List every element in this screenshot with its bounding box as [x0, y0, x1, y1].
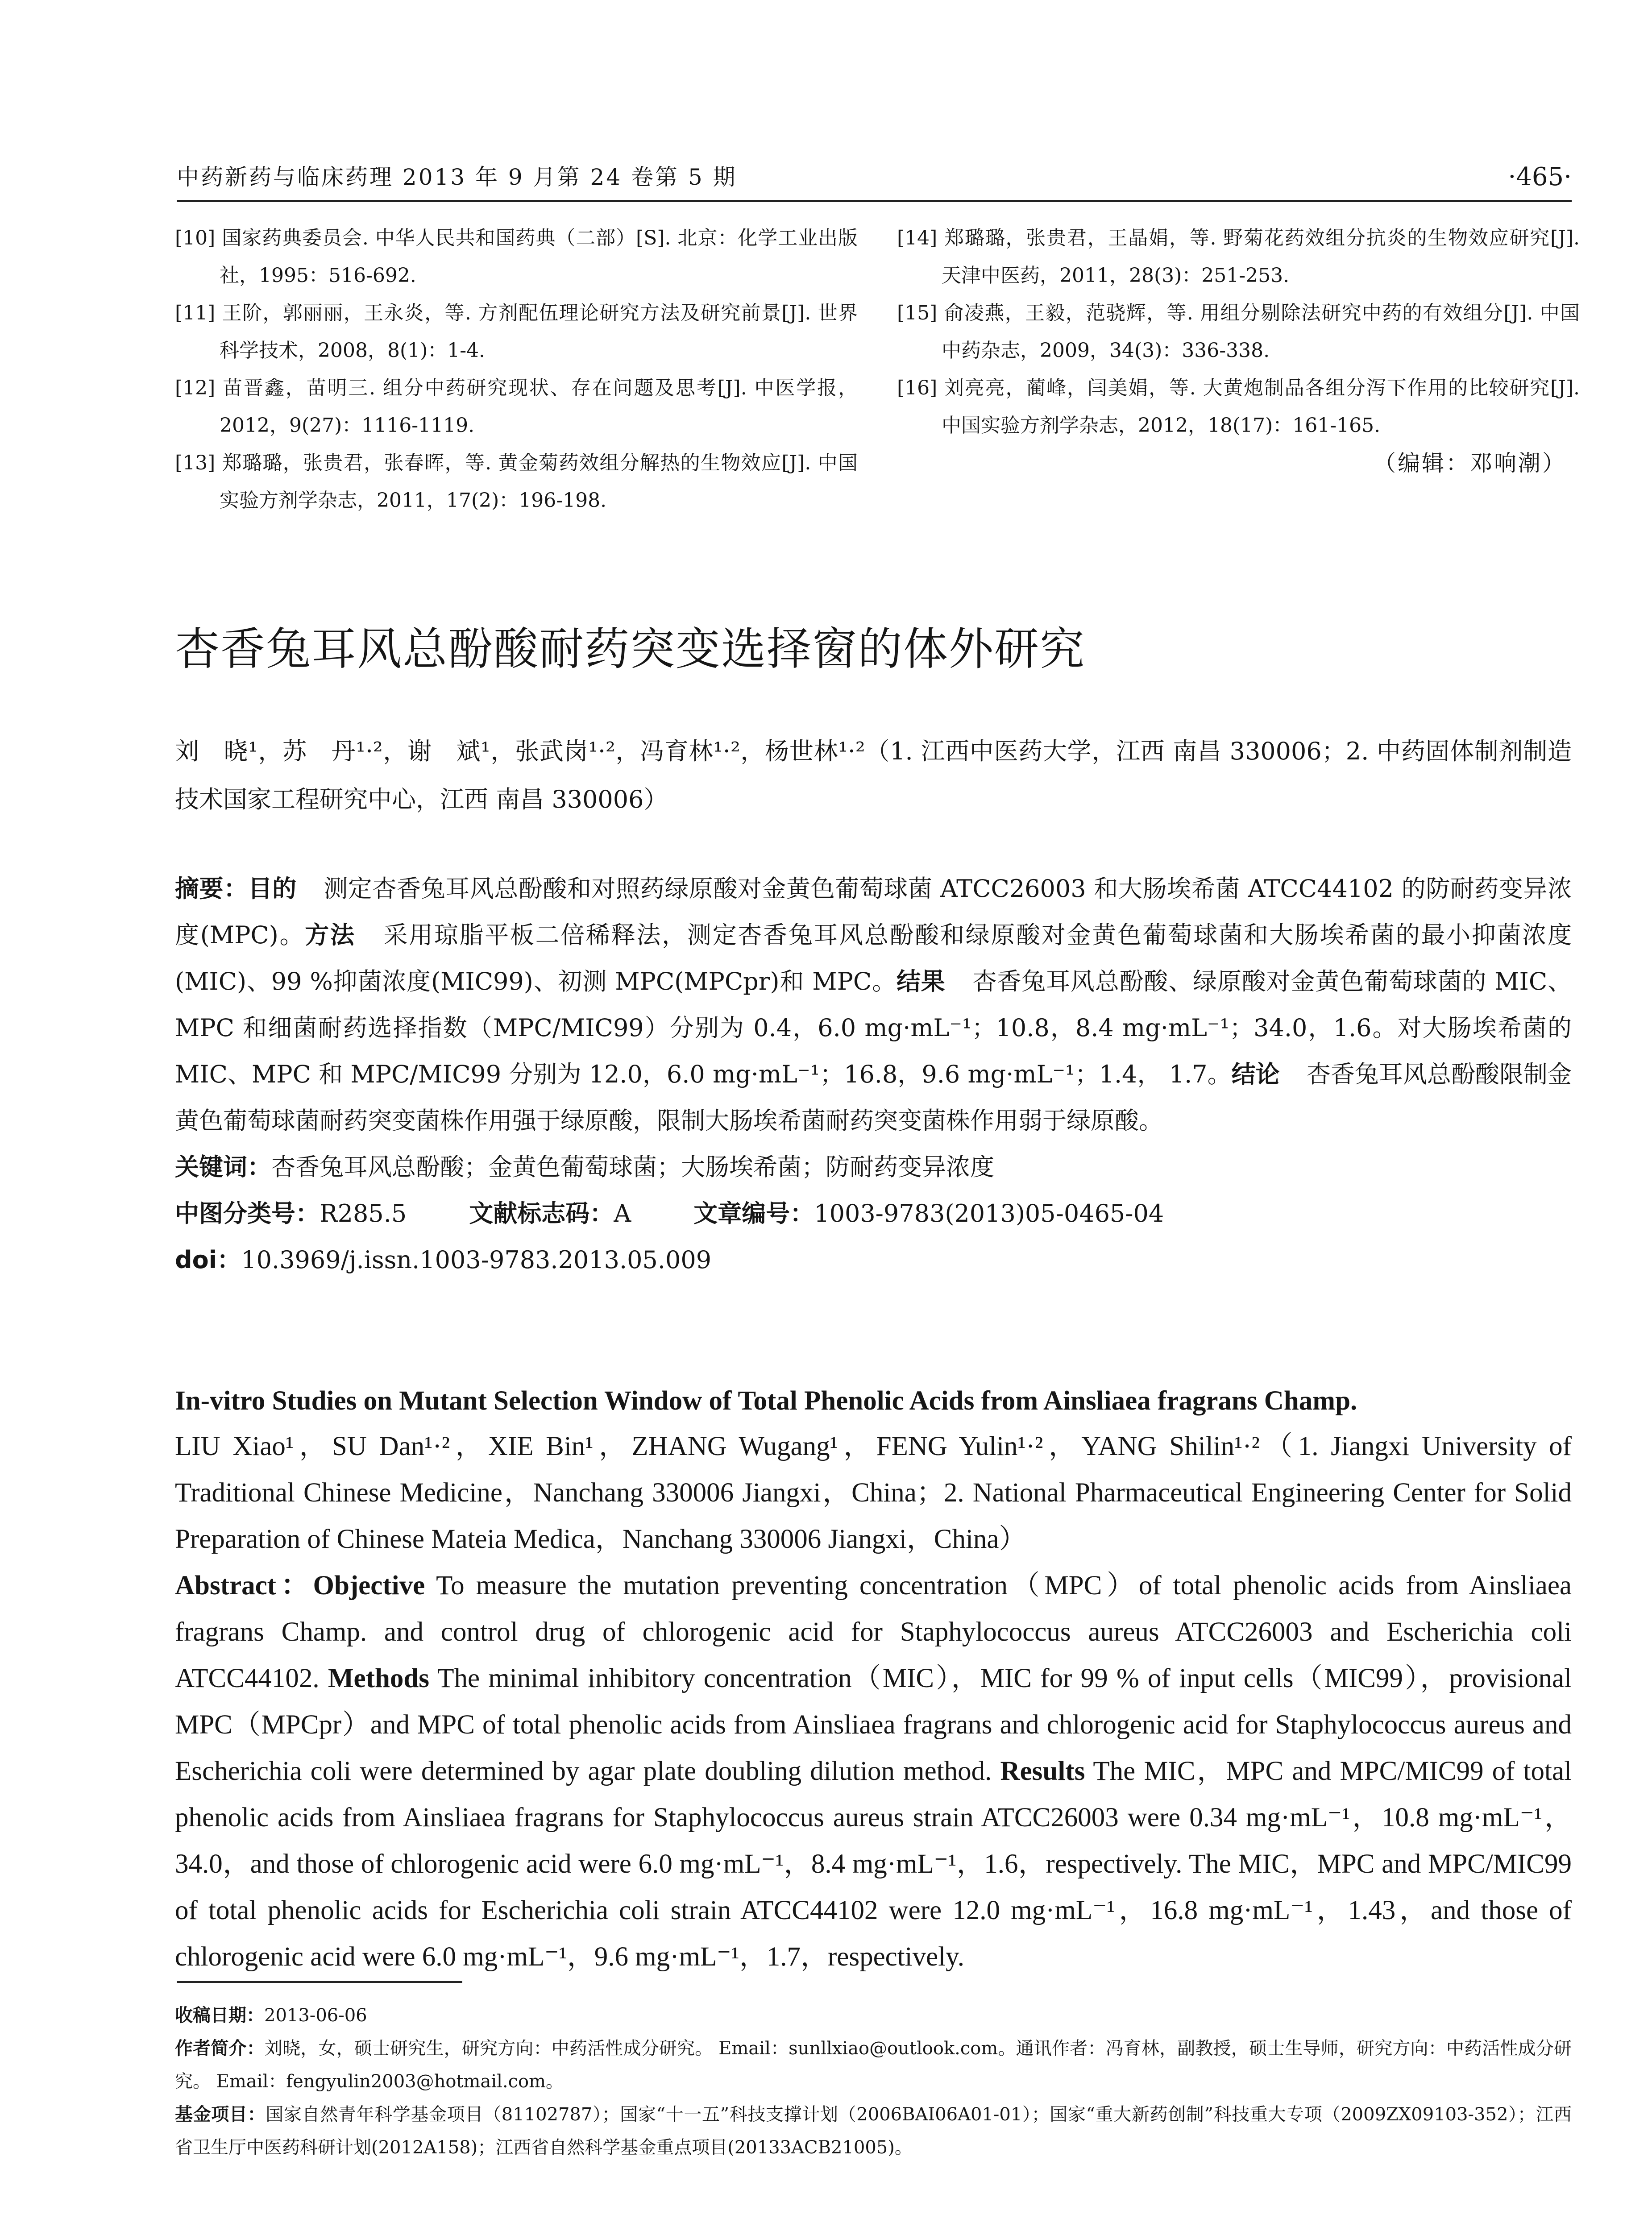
- editor-note: （编辑：邓响潮）: [1374, 450, 1566, 476]
- results-text: 杏香兔耳风总酚酸、绿原酸对金黄色葡萄球菌的 MIC、MPC 和细菌耐药选择指数（MPC/MIC99）分别为 0.4，6.0 mg·mL⁻¹；10.8，8.4 mg·mL⁻¹；34.0，1.6。对大肠埃希菌的 MIC、MPC 和 MPC/MIC99 分别为 12.0，6.0 mg·mL⁻¹；16.8，9.6 mg·mL⁻¹；1.4， 1.7。: [175, 967, 1572, 1088]
- article-number-label: 文章编号：: [693, 1199, 814, 1227]
- objective-en-text: To measure the mutation preventing concentration（MPC）of total phenolic acids from Ainsliaea fragrans Champ. and control drug of chlorogenic acid for Staphylococcus aureus ATCC26003 and Escherichia coli ATCC44102.: [175, 1571, 1572, 1693]
- article-number-value: 1003-9783(2013)05-0465-04: [814, 1199, 1164, 1227]
- journal-title: 中药新药与临床药理 2013 年 9 月第 24 卷第 5 期: [177, 164, 737, 190]
- results-en-text: The MIC，MPC and MPC/MIC99 of total phenolic acids from Ainsliaea fragrans for Staphylococcus aureus strain ATCC26003 were 0.34 mg·mL⁻¹，10.8 mg·mL⁻¹，34.0，and those of chlorogenic acid were 6.0 mg·mL⁻¹，8.4 mg·mL⁻¹，1.6，respectively. The MIC，MPC and MPC/MIC99 of total phenolic acids for Escherichia coli strain ATCC44102 were 12.0 mg·mL⁻¹，16.8 mg·mL⁻¹，1.43，and those of chlorogenic acid were 6.0 mg·mL⁻¹，9.6 mg·mL⁻¹，1.7，respectively.: [175, 1756, 1572, 1972]
- author-bio-label: 作者简介：: [175, 2038, 265, 2059]
- doc-code-label: 文献标志码：: [469, 1199, 614, 1227]
- keywords-label: 关键词：: [175, 1153, 271, 1181]
- running-header: [177, 157, 1572, 197]
- clc-value: R285.5: [320, 1199, 407, 1227]
- english-title: In-vitro Studies on Mutant Selection Window of Total Phenolic Acids from Ainsliaea fragrans Champ.: [175, 1386, 1357, 1416]
- author-names-cn: 刘 晓¹，苏 丹¹·²，谢 斌¹，张武岗¹·²，冯育林¹·²，杨世林¹·²: [175, 737, 865, 765]
- methods-en-label: Methods: [328, 1663, 430, 1693]
- footnote-rule: [177, 1981, 462, 1983]
- reference-item: [13] 郑璐璐，张贵君，张春晖，等. 黄金菊药效组分解热的生物效应[J]. 中国实验方剂学杂志，2011，17(2)：196-198.: [175, 452, 858, 512]
- doi-value: 10.3969/j.issn.1003-9783.2013.05.009: [241, 1246, 712, 1274]
- results-label: 结果: [896, 967, 946, 995]
- abstract-cn: [175, 866, 1572, 1144]
- received-value: 2013-06-06: [264, 2005, 367, 2026]
- reference-item: [10] 国家药典委员会. 中华人民共和国药典（二部）[S]. 北京：化学工业出版社，1995：516-692.: [175, 227, 858, 287]
- doi-label: doi：: [175, 1246, 241, 1274]
- fund-info: [175, 2098, 1572, 2164]
- methods-text: 采用琼脂平板二倍稀释法，测定杏香兔耳风总酚酸和绿原酸对金黄色葡萄球菌和大肠埃希菌的最小抑菌浓度(MIC)、99 %抑菌浓度(MIC99)、初测 MPC(MPCpr)和 MPC。: [175, 921, 1572, 995]
- page-number: ·465·: [1508, 162, 1572, 191]
- fund-label: 基金项目：: [175, 2104, 266, 2125]
- methods-label: 方法: [305, 921, 356, 949]
- authors-en: LIU Xiao¹，SU Dan¹·²，XIE Bin¹，ZHANG Wugang¹，FENG Yulin¹·²，YANG Shilin¹·²（1. Jiangxi University of Traditional Chinese Medicine，Nanchang 330006 Jiangxi，China；2. National Pharmaceutical Engineering Center for Solid Preparation of Chinese Mateia Medica，Nanchang 330006 Jiangxi，China）: [175, 1431, 1572, 1554]
- keywords: [175, 1144, 1572, 1190]
- references-left-column: [175, 220, 858, 519]
- reference-item: [14] 郑璐璐，张贵君，王晶娟，等. 野菊花药效组分抗炎的生物效应研究[J]. 天津中医药，2011，28(3)：251-253.: [897, 227, 1580, 287]
- authors-cn: [175, 727, 1572, 824]
- conclusion-label: 结论: [1231, 1060, 1280, 1088]
- doi-line: [175, 1237, 1572, 1283]
- methods-en-text: The minimal inhibitory concentration（MIC），MIC for 99 % of input cells（MIC99），provisional MPC（MPCpr）and MPC of total phenolic acids from Ainsliaea fragrans and chlorogenic acid for Staphylococcus aureus and Escherichia coli were determined by agar plate doubling dilution method.: [175, 1663, 1572, 1786]
- received-label: 收稿日期：: [175, 2005, 264, 2026]
- reference-item: [11] 王阶，郭丽丽，王永炎，等. 方剂配伍理论研究方法及研究前景[J]. 世界科学技术，2008，8(1)：1-4.: [175, 302, 858, 362]
- classification: [175, 1190, 1572, 1237]
- footnotes: [175, 1999, 1572, 2164]
- reference-item: [16] 刘亮亮，蔺峰，闫美娟，等. 大黄炮制品各组分泻下作用的比较研究[J]. 中国实验方剂学杂志，2012，18(17)：161-165.: [897, 377, 1580, 437]
- abstract-en-block: [175, 1423, 1572, 1980]
- abstract-label: 摘要：: [175, 875, 248, 903]
- clc-label: 中图分类号：: [175, 1199, 320, 1227]
- author-bio: [175, 2032, 1572, 2098]
- affiliations-cn: （1. 江西中医药大学，江西 南昌 330006；2. 中药固体制剂制造技术国家工程研究中心，江西 南昌 330006）: [175, 737, 1572, 813]
- objective-en-label: Objective: [313, 1571, 425, 1601]
- reference-item: [15] 俞凌燕，王毅，范骁辉，等. 用组分剔除法研究中药的有效组分[J]. 中国中药杂志，2009，34(3)：336-338.: [897, 302, 1580, 362]
- abstract-en: [175, 1563, 1572, 1980]
- header-rule: [177, 200, 1572, 202]
- article-title: 杏香兔耳风总酚酸耐药突变选择窗的体外研究: [175, 623, 1085, 675]
- received-date: [175, 1999, 1572, 2032]
- reference-item: [12] 苗晋鑫，苗明三. 组分中药研究现状、存在问题及思考[J]. 中医学报，2012，9(27)：1116-1119.: [175, 377, 858, 437]
- objective-text: 测定杏香兔耳风总酚酸和对照药绿原酸对金黄色葡萄球菌 ATCC26003 和大肠埃希菌 ATCC44102 的防耐药变异浓度(MPC)。: [175, 875, 1572, 949]
- conclusion-text: 杏香兔耳风总酚酸限制金黄色葡萄球菌耐药突变菌株作用强于绿原酸，限制大肠埃希菌耐药突变菌株作用弱于绿原酸。: [175, 1060, 1572, 1135]
- keywords-text: 杏香兔耳风总酚酸；金黄色葡萄球菌；大肠埃希菌；防耐药变异浓度: [271, 1153, 994, 1181]
- objective-label: 目的: [248, 875, 297, 903]
- results-en-label: Results: [1000, 1756, 1085, 1786]
- fund-text: 国家自然青年科学基金项目（81102787）；国家“十一五”科技支撑计划（2006BAI06A01-01）；国家“重大新药创制”科技重大专项（2009ZX09103-352）；江西省卫生厅中医药科研计划(2012A158)；江西省自然科学基金重点项目(20133ACB21005)。: [175, 2104, 1572, 2158]
- abstract-en-label: Abstract：: [175, 1571, 313, 1601]
- doc-code-value: A: [614, 1199, 631, 1227]
- abstract-cn-block: [175, 866, 1572, 1283]
- references-right-column: [897, 220, 1580, 482]
- author-bio-text: 刘晓，女，硕士研究生，研究方向：中药活性成分研究。 Email：sunllxiao@outlook.com。通讯作者：冯育林，副教授，硕士生导师，研究方向：中药活性成分研究。 Email：fengyulin2003@hotmail.com。: [175, 2038, 1572, 2092]
